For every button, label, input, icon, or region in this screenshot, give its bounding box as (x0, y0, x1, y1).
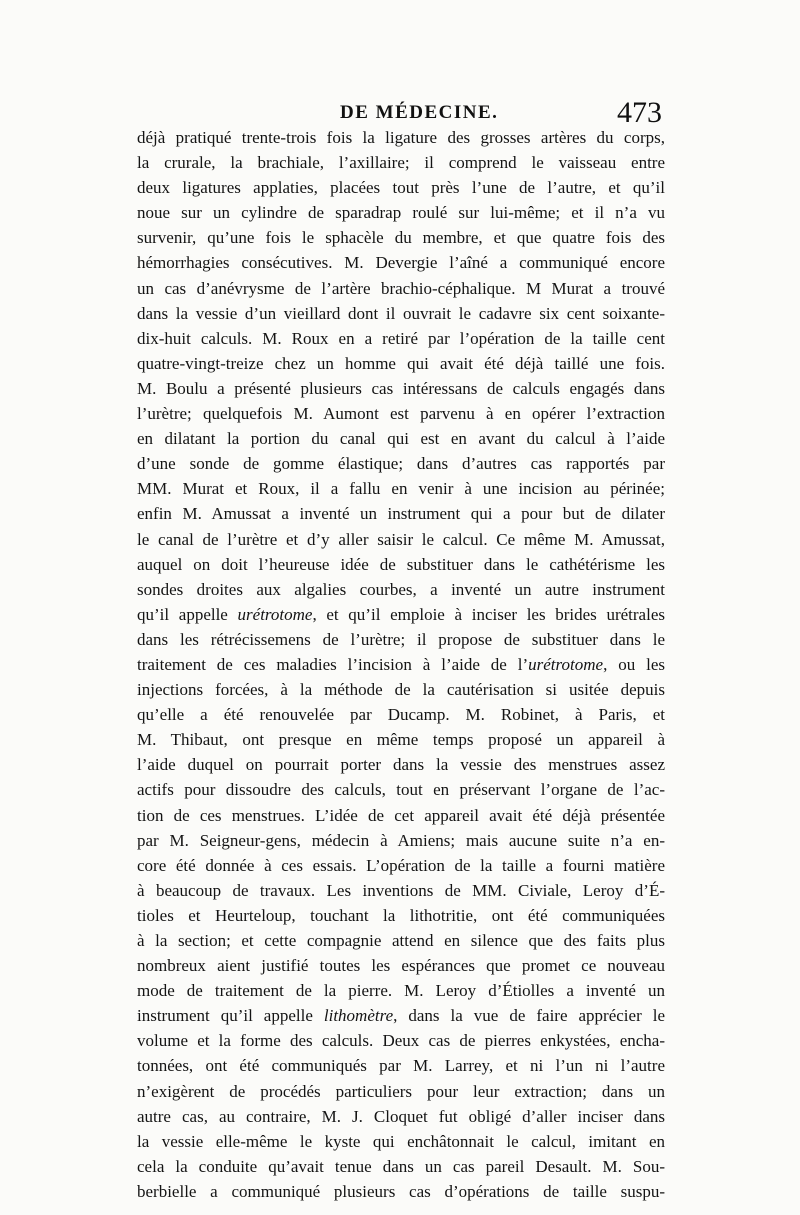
text-line: qu’elle a été renouvelée par Ducamp. M. Robinet, à Paris, et (137, 705, 665, 725)
text-line: MM. Murat et Roux, il a fallu en venir à une incision au périnée; (137, 479, 665, 499)
text-line: autre cas, au contraire, M. J. Cloquet fut obligé d’aller inciser dans (137, 1106, 665, 1126)
text-line: quatre-vingt-treize chez un homme qui avait été déjà taillé une fois. (137, 353, 665, 373)
text-line: M. Boulu a présenté plusieurs cas intéressans de calculs engagés dans (137, 378, 665, 398)
text-line: M. Thibaut, ont presque en même temps proposé un appareil à (137, 730, 665, 750)
text-line: berbielle a communiqué plusieurs cas d’opérations de taille suspu- (137, 1181, 665, 1201)
running-head-title: DE MÉDECINE. (340, 102, 499, 123)
text-line: enfin M. Amussat a inventé un instrument qui a pour but de dilater (137, 504, 665, 524)
text-line: un cas d’anévrysme de l’artère brachio-céphalique. M Murat a trouvé (137, 278, 665, 298)
body-text (137, 125, 665, 1204)
text-line: instrument qu’il appelle lithomètre, dans la vue de faire apprécier le (137, 1006, 665, 1026)
text-line: volume et la forme des calculs. Deux cas de pierres enkystées, encha- (137, 1031, 665, 1051)
text-line: cela la conduite qu’avait tenue dans un cas pareil Desault. M. Sou- (137, 1156, 665, 1176)
text-line: sondes droites aux algalies courbes, a inventé un autre instrument (137, 579, 665, 599)
text-line: l’aide duquel on pourrait porter dans la vessie des menstrues assez (137, 755, 665, 775)
text-line: le canal de l’urètre et d’y aller saisir le calcul. Ce même M. Amussat, (137, 529, 665, 549)
text-line: à la section; et cette compagnie attend en silence que des faits plus (137, 931, 665, 950)
text-line: d’une sonde de gomme élastique; dans d’autres cas rapportés par (137, 454, 665, 474)
text-line: core été donnée à ces essais. L’opération de la taille a fourni matière (137, 855, 665, 875)
text-line: la vessie elle-même le kyste qui enchâtonnait le calcul, imitant en (137, 1131, 665, 1151)
text-line: noue sur un cylindre de sparadrap roulé sur lui-même; et il n’a vu (137, 203, 665, 223)
text-line: hémorrhagies consécutives. M. Devergie l’aîné a communiqué encore (137, 253, 665, 273)
text-line: dans la vessie d’un vieillard dont il ouvrait le cadavre six cent soixante- (137, 303, 665, 323)
text-line: tioles et Heurteloup, touchant la lithotritie, ont été communiquées (137, 905, 665, 925)
text-line: survenir, qu’une fois le sphacèle du membre, et que quatre fois des (137, 228, 665, 248)
text-line: actifs pour dissoudre des calculs, tout en préservant l’organe de l’ac- (137, 780, 665, 800)
text-line: injections forcées, à la méthode de la cautérisation si usitée depuis (137, 680, 665, 700)
text-line: tion de ces menstrues. L’idée de cet appareil avait été déjà présentée (137, 805, 665, 825)
text-line: l’urètre; quelquefois M. Aumont est parvenu à en opérer l’extraction (137, 404, 665, 424)
text-line: n’exigèrent de procédés particuliers pour leur extraction; dans un (137, 1081, 665, 1101)
text-line: deux ligatures applaties, placées tout près l’une de l’autre, et qu’il (137, 178, 665, 198)
italic-term: lithomètre (323, 1006, 394, 1026)
text-line: qu’il appelle urétrotome, et qu’il emploie à inciser les brides urétrales (137, 604, 665, 624)
page-number: 473 (617, 96, 662, 129)
italic-term: urétrotome (237, 604, 313, 624)
text-line: en dilatant la portion du canal qui est en avant du calcul à l’aide (137, 429, 665, 449)
text-line: auquel on doit l’heureuse idée de substituer dans le cathétérisme les (137, 554, 665, 574)
text-line: mode de traitement de la pierre. M. Leroy d’Étiolles a inventé un (137, 981, 665, 1001)
text-line: dix-huit calculs. M. Roux en a retiré par l’opération de la taille cent (137, 328, 665, 348)
text-line: par M. Seigneur-gens, médecin à Amiens; mais aucune suite n’a en- (137, 830, 665, 850)
text-line: nombreux aient justifié toutes les espérances que promet ce nouveau (137, 956, 665, 976)
text-line: à beaucoup de travaux. Les inventions de MM. Civiale, Leroy d’É- (137, 880, 665, 900)
text-line: la crurale, la brachiale, l’axillaire; il comprend le vaisseau entre (137, 153, 665, 173)
text-line: traitement de ces maladies l’incision à l’aide de l’urétrotome, ou les (137, 654, 665, 674)
text-line: dans les rétrécissemens de l’urètre; il propose de substituer dans le (137, 629, 665, 649)
italic-term: urétrotome (528, 654, 604, 674)
text-line: tonnées, ont été communiqués par M. Larrey, et ni l’un ni l’autre (137, 1056, 665, 1076)
text-line: déjà pratiqué trente-trois fois la ligature des grosses artères du corps, (137, 128, 665, 147)
